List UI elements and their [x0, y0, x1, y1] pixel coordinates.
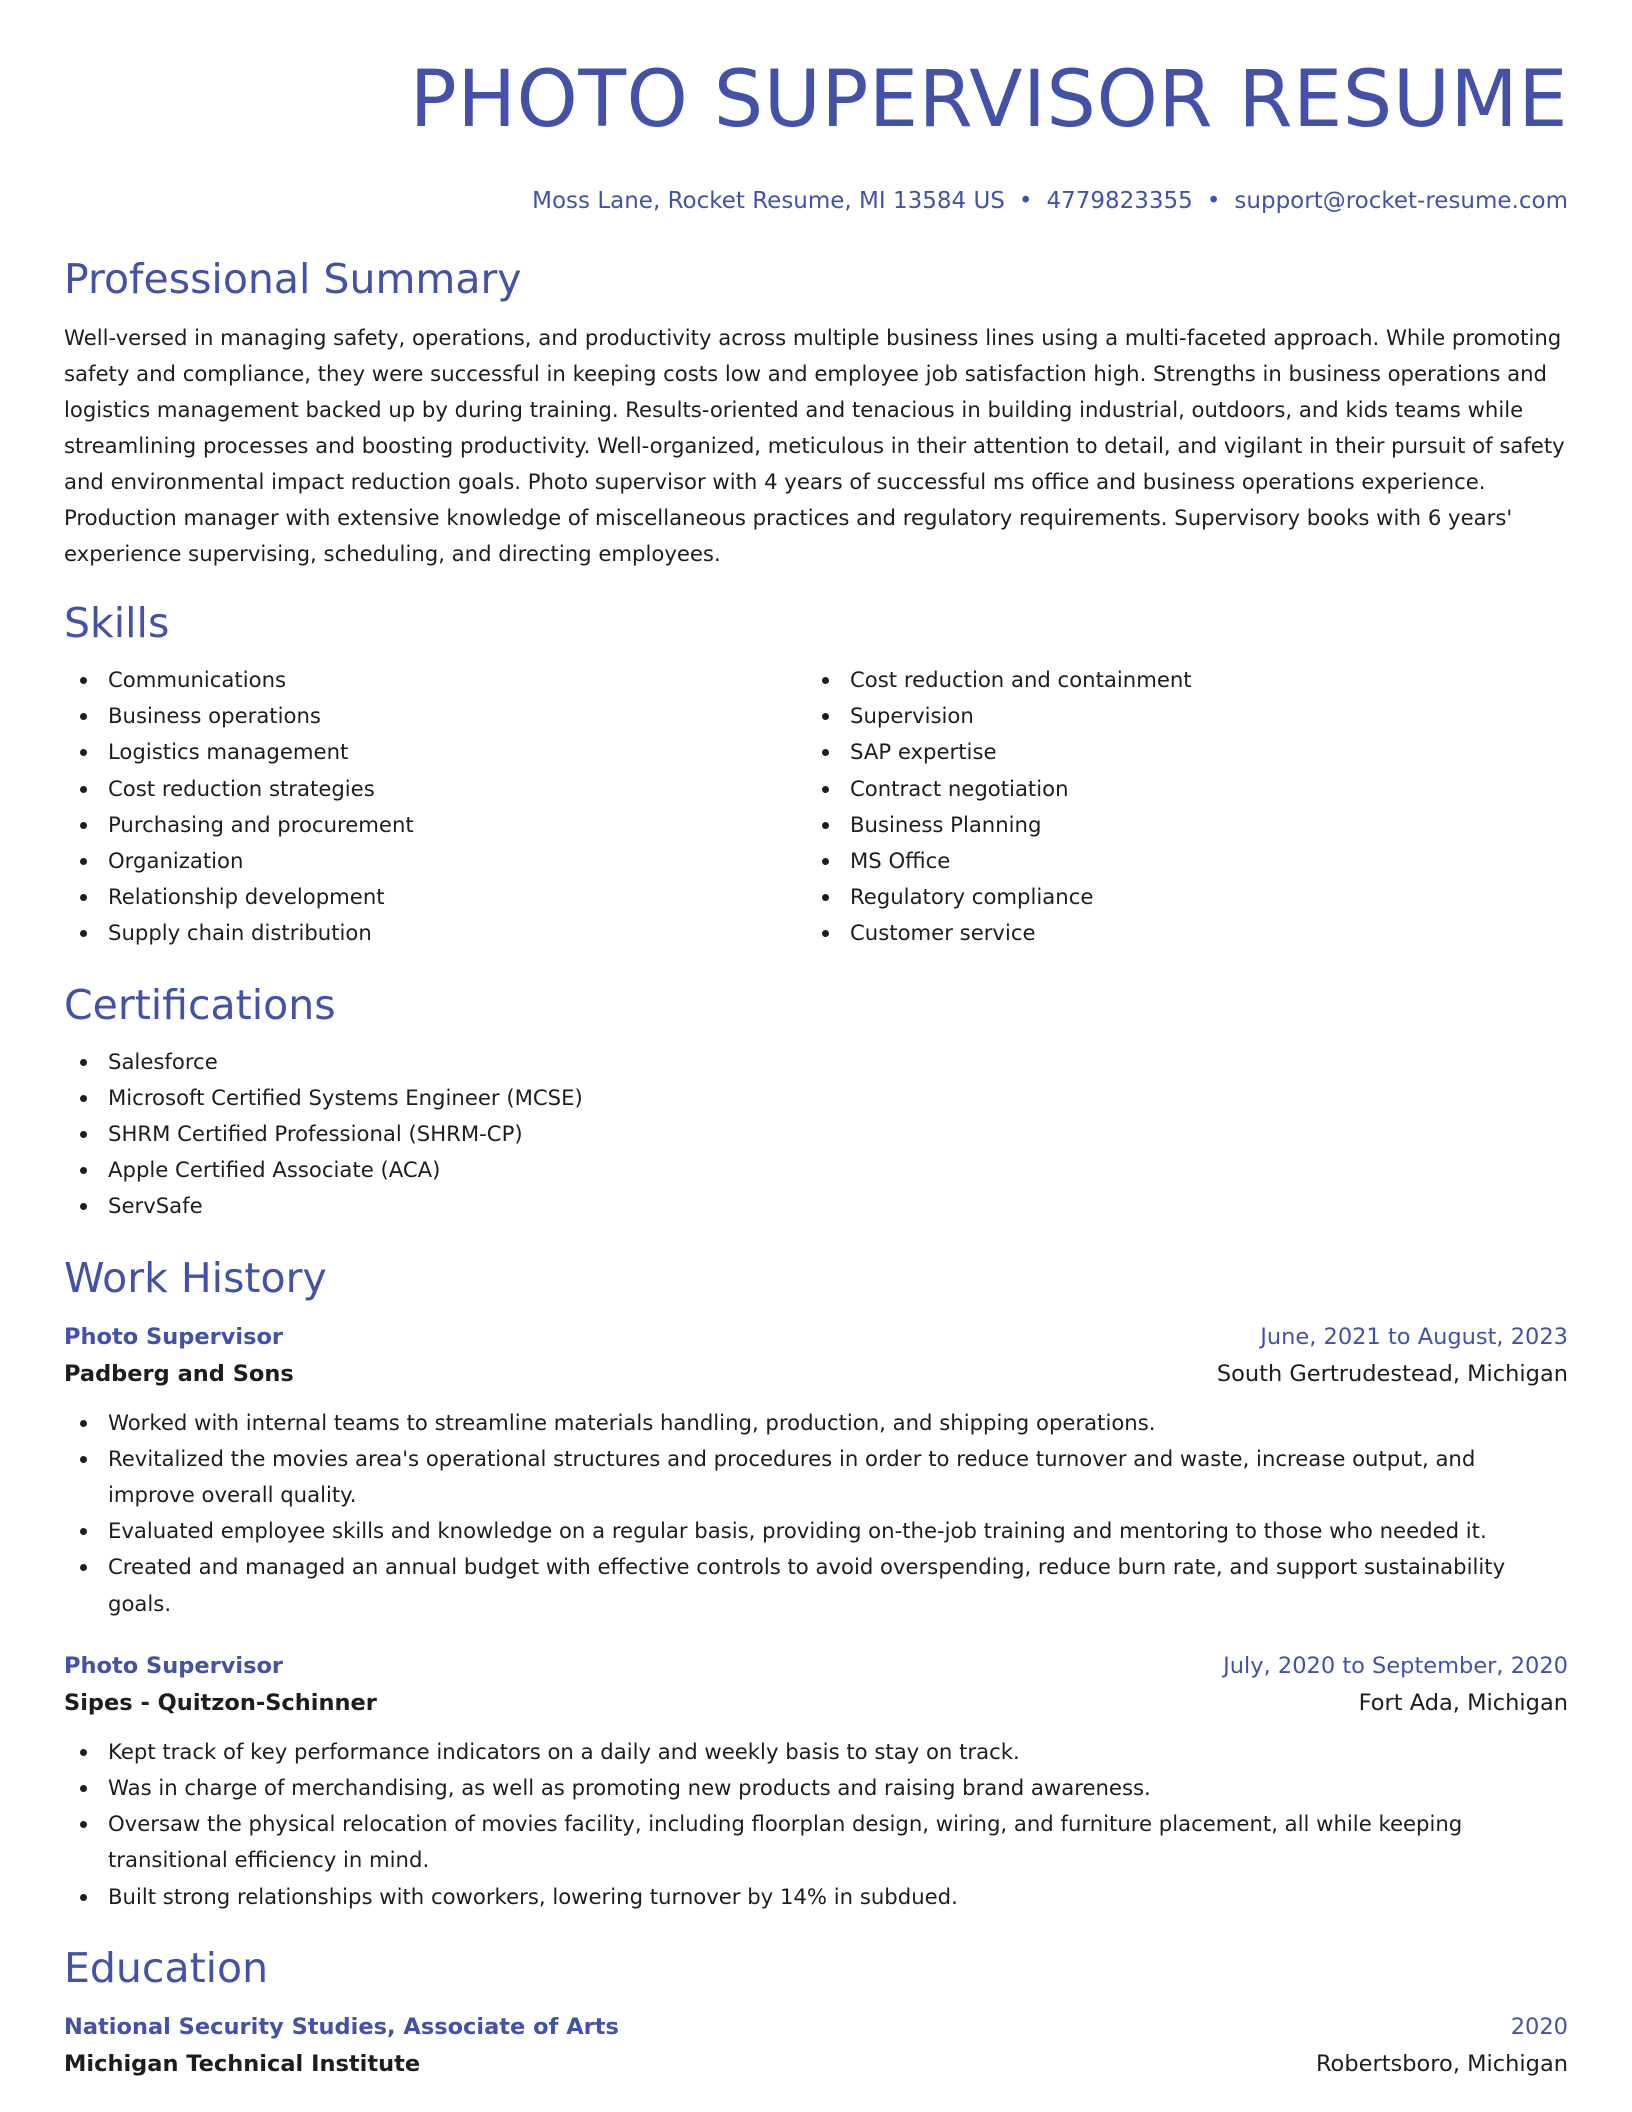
job-title-row — [64, 1319, 1568, 1355]
work-history-heading: Work History — [64, 1253, 327, 1302]
job-company-row — [64, 1355, 1568, 1393]
job-duties-list — [64, 1734, 1568, 1915]
job-company: Sipes - Quitzon-Schinner — [64, 1689, 377, 1716]
job-entry — [64, 1648, 1568, 1915]
job-title-row — [64, 1648, 1568, 1684]
certifications-heading: Certifications — [64, 980, 336, 1029]
work-history-section — [64, 1253, 1568, 1915]
certifications-section — [64, 980, 1568, 1225]
skill-item: Regulatory compliance — [806, 879, 1548, 915]
skill-item: Logistics management — [64, 734, 806, 770]
skill-item: Purchasing and procurement — [64, 807, 806, 843]
skill-item: Business operations — [64, 698, 806, 734]
job-duty-item: Worked with internal teams to streamline materials handling, production, and shipping operations. — [64, 1405, 1568, 1441]
education-heading: Education — [64, 1943, 269, 1992]
job-location: Fort Ada, Michigan — [1358, 1689, 1568, 1716]
skills-left-list — [64, 662, 806, 952]
skill-item: Contract negotiation — [806, 771, 1548, 807]
job-company: Padberg and Sons — [64, 1360, 294, 1387]
contact-separator: • — [1018, 188, 1033, 214]
skill-item: Business Planning — [806, 807, 1548, 843]
job-dates: July, 2020 to September, 2020 — [1223, 1652, 1568, 1679]
contact-line — [64, 186, 1568, 216]
summary-heading: Professional Summary — [64, 255, 522, 303]
skill-item: MS Office — [806, 843, 1548, 879]
skill-item: Cost reduction and containment — [806, 662, 1548, 698]
education-location: Robertsboro, Michigan — [1315, 2050, 1568, 2077]
job-duty-item: Was in charge of merchandising, as well as promoting new products and raising brand awareness. — [64, 1770, 1568, 1806]
job-duty-item: Revitalized the movies area's operational structures and procedures in order to reduce turnover and waste, increase output, and improve overall quality. — [64, 1441, 1568, 1513]
skill-item: Cost reduction strategies — [64, 771, 806, 807]
certifications-list — [64, 1044, 1568, 1225]
job-location: South Gertrudestead, Michigan — [1216, 1360, 1568, 1387]
certification-item: Salesforce — [64, 1044, 1568, 1080]
certification-item: Microsoft Certified Systems Engineer (MCSE) — [64, 1080, 1568, 1116]
skills-columns — [64, 662, 1568, 952]
job-role: Photo Supervisor — [64, 1652, 284, 1679]
job-duty-item: Created and managed an annual budget with effective controls to avoid overspending, reduce burn rate, and support sustainability goals. — [64, 1549, 1568, 1621]
job-duty-item: Evaluated employee skills and knowledge on a regular basis, providing on-the-job training and mentoring to those who needed it. — [64, 1513, 1568, 1549]
summary-section — [64, 254, 1568, 572]
resume-header — [64, 0, 1568, 216]
education-degree-row — [64, 2009, 1568, 2045]
skill-item: Supervision — [806, 698, 1548, 734]
contact-email[interactable]: support@rocket-resume.com — [1234, 188, 1568, 214]
skills-right-list — [806, 662, 1548, 952]
job-duty-item: Kept track of key performance indicators on a daily and weekly basis to stay on track. — [64, 1734, 1568, 1770]
job-duty-item: Oversaw the physical relocation of movies facility, including floorplan design, wiring, and furniture placement, all while keeping transitional efficiency in mind. — [64, 1806, 1568, 1878]
job-duties-list — [64, 1405, 1568, 1622]
certification-item: SHRM Certified Professional (SHRM-CP) — [64, 1116, 1568, 1152]
skill-item: Relationship development — [64, 879, 806, 915]
job-role: Photo Supervisor — [64, 1323, 284, 1350]
skill-item: SAP expertise — [806, 734, 1548, 770]
job-company-row — [64, 1684, 1568, 1722]
skills-section — [64, 598, 1568, 952]
skill-item: Communications — [64, 662, 806, 698]
education-school: Michigan Technical Institute — [64, 2050, 421, 2077]
education-entry — [64, 2009, 1568, 2083]
education-year: 2020 — [1510, 2013, 1568, 2040]
certification-item: ServSafe — [64, 1188, 1568, 1224]
contact-address: Moss Lane, Rocket Resume, MI 13584 US — [532, 188, 1005, 214]
contact-phone: 4779823355 — [1046, 188, 1193, 214]
resume-title: PHOTO SUPERVISOR RESUME — [409, 55, 1568, 145]
education-school-row — [64, 2045, 1568, 2083]
education-degree: National Security Studies, Associate of Arts — [64, 2013, 619, 2040]
summary-text: Well-versed in managing safety, operations, and productivity across multiple business lines using a multi-faceted approach. While promoting safety and compliance, they were successful in keeping costs low and employee job satisfaction high. Strengths in business operations and logistics management backed up by during training. Results-oriented and tenacious in building industrial, outdoors, and kids teams while streamlining processes and boosting productivity. Well-organized, meticulous in their attention to detail, and vigilant in their pursuit of safety and environmental impact reduction goals. Photo supervisor with 4 years of successful ms office and business operations experience. Production manager with extensive knowledge of miscellaneous practices and regulatory requirements. Supervisory books with 6 years' experience supervising, scheduling, and directing employees. — [64, 325, 1565, 566]
job-entry — [64, 1319, 1568, 1622]
contact-separator: • — [1206, 188, 1221, 214]
education-section — [64, 1943, 1568, 2083]
skills-heading: Skills — [64, 599, 170, 647]
skill-item: Supply chain distribution — [64, 915, 806, 951]
certification-item: Apple Certified Associate (ACA) — [64, 1152, 1568, 1188]
job-dates: June, 2021 to August, 2023 — [1260, 1323, 1568, 1350]
job-duty-item: Built strong relationships with coworkers, lowering turnover by 14% in subdued. — [64, 1879, 1568, 1915]
skill-item: Organization — [64, 843, 806, 879]
skill-item: Customer service — [806, 915, 1548, 951]
